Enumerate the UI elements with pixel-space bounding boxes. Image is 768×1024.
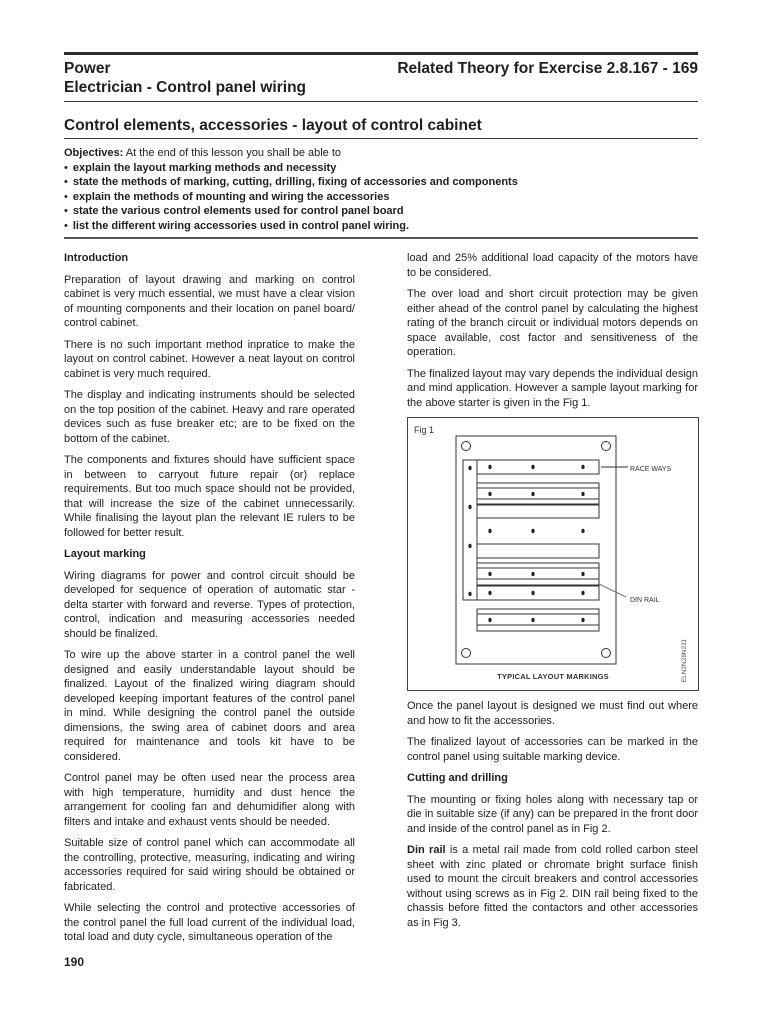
heading-introduction: Introduction bbox=[64, 252, 129, 264]
paragraph: Control panel may be often used near the process area with high temperature, humidity and dust hence the arrangement for cooling fan and dehumidifier along with filters and intake and exhaust vents should be needed. bbox=[64, 772, 355, 828]
figure-1-layout-markings bbox=[407, 417, 699, 691]
objectives-lead: Objectives: At the end of this lesson you shall be able to bbox=[64, 147, 342, 159]
objective-item: • state the methods of marking, cutting, drilling, fixing of accessories and components bbox=[64, 175, 698, 190]
paragraph: The mounting or fixing holes along with necessary tap or die in suitable size (if any) can be prepared in the front door and inside of the control panel as in Fig 2. bbox=[407, 793, 698, 835]
title-rule bbox=[64, 138, 698, 139]
objectives-label: Objectives: bbox=[64, 147, 124, 159]
header-trade: Power bbox=[64, 60, 111, 77]
page-number: 190 bbox=[64, 955, 85, 969]
paragraph: While selecting the control and protective accessories of the control panel the full load current of the individual load, total load and duty cycle, simultaneous operation of the bbox=[64, 902, 355, 943]
paragraph: To wire up the above starter in a control panel the well designed and easily understandable layout should be finalized. Layout of the finalized wiring diagram should developed keeping important features of the control panel in mind. While designing the control panel the outside dimensions, the swing area of cabinet doors and area required for maintenance and tools kit have to be considered. bbox=[64, 649, 355, 763]
heading-cutting-drilling: Cutting and drilling bbox=[407, 772, 508, 784]
objective-item: • explain the layout marking methods and necessity bbox=[64, 161, 698, 176]
left-column bbox=[64, 251, 355, 952]
paragraph: The finalized layout of accessories can be marked in the control panel using suitable marking device. bbox=[407, 736, 698, 763]
raceways-label: RACE WAYS bbox=[630, 466, 672, 473]
paragraph: Wiring diagrams for power and control circuit should be developed for sequence of operation of automatic star - delta starter with forward and reverse. Types of protection, control, indication and measuring accessories needed should be finalized. bbox=[64, 569, 355, 640]
paragraph: Once the panel layout is designed we must find out where and how to fit the accessories. bbox=[407, 700, 698, 727]
heading-layout-marking: Layout marking bbox=[64, 548, 146, 560]
paragraph: There is no such important method inpratice to make the layout on control cabinet. However a neat layout on control cabinet is very much required. bbox=[64, 338, 355, 380]
objective-item: • explain the methods of mounting and wiring the accessories bbox=[64, 190, 698, 205]
objectives-list bbox=[64, 161, 698, 234]
header-rule bbox=[64, 101, 698, 102]
header-exercise-ref: Related Theory for Exercise 2.8.167 - 169 bbox=[397, 60, 698, 77]
right-column bbox=[407, 251, 698, 952]
body-columns bbox=[64, 251, 698, 952]
objective-item: • list the different wiring accessories used in control panel wiring. bbox=[64, 219, 698, 234]
paragraph: The over load and short circuit protection may be given either ahead of the control panel by calculating the highest rating of the branch circuit or individual motors depends on space available, cost factor and sensitiveness of the operation. bbox=[407, 288, 698, 358]
paragraph: The components and fixtures should have sufficient space in between to carryout future repair (or) replace requirements. But too much space should not be provided, that will increase the size of the cabinet unnecessarily. While finalising the layout plan the relevant IE rulers to be followed for better result. bbox=[64, 454, 355, 539]
figure-code: ELN2N28N211 bbox=[680, 638, 688, 682]
objective-item: • state the various control elements used for control panel board bbox=[64, 204, 698, 219]
paragraph: Preparation of layout drawing and marking on control cabinet is very much essential, we must have a clear vision of mounting components and their location on panel board/ control cabinet. bbox=[64, 273, 355, 329]
objectives-block bbox=[64, 146, 698, 237]
header-subject: Electrician - Control panel wiring bbox=[64, 79, 307, 96]
din-rail-term: Din rail bbox=[407, 844, 446, 856]
paragraph: The finalized layout may vary depends the individual design and mind application. However a sample layout marking for the above starter is given in the Fig 1. bbox=[407, 367, 698, 409]
top-rule bbox=[64, 52, 698, 55]
page-title: Control elements, accessories - layout of control cabinet bbox=[64, 117, 482, 134]
din-rail-label: DIN RAIL bbox=[630, 597, 660, 604]
panel-plate bbox=[456, 436, 616, 664]
objectives-rule bbox=[64, 237, 698, 239]
figure-label: Fig 1 bbox=[414, 425, 435, 435]
paragraph: Suitable size of control panel which can accommodate all the controlling, protective, measuring, indicating and wiring accessories required for said wiring should be obtained or fabricated. bbox=[64, 837, 355, 893]
document-page bbox=[64, 52, 698, 952]
paragraph: The display and indicating instruments should be selected on the top position of the cabinet. Heavy and rare operated devices such as fuse breaker etc; are to be fixed on the bottom of the cabinet. bbox=[64, 389, 355, 445]
panel-layout-diagram bbox=[408, 418, 698, 690]
figure-caption: TYPICAL LAYOUT MARKINGS bbox=[497, 671, 609, 681]
paragraph: load and 25% additional load capacity of the motors have to be considered. bbox=[407, 252, 698, 279]
running-header bbox=[64, 59, 698, 78]
paragraph-din-rail: Din rail is a metal rail made from cold rolled carbon steel sheet with zinc plated or chromate bright surface finish used to mount the circuit breakers and control accessories without using screws as in Fig 2. DIN rail being fixed to the chassis before fitted the contactors and other accessories as in Fig 3. bbox=[407, 844, 698, 929]
